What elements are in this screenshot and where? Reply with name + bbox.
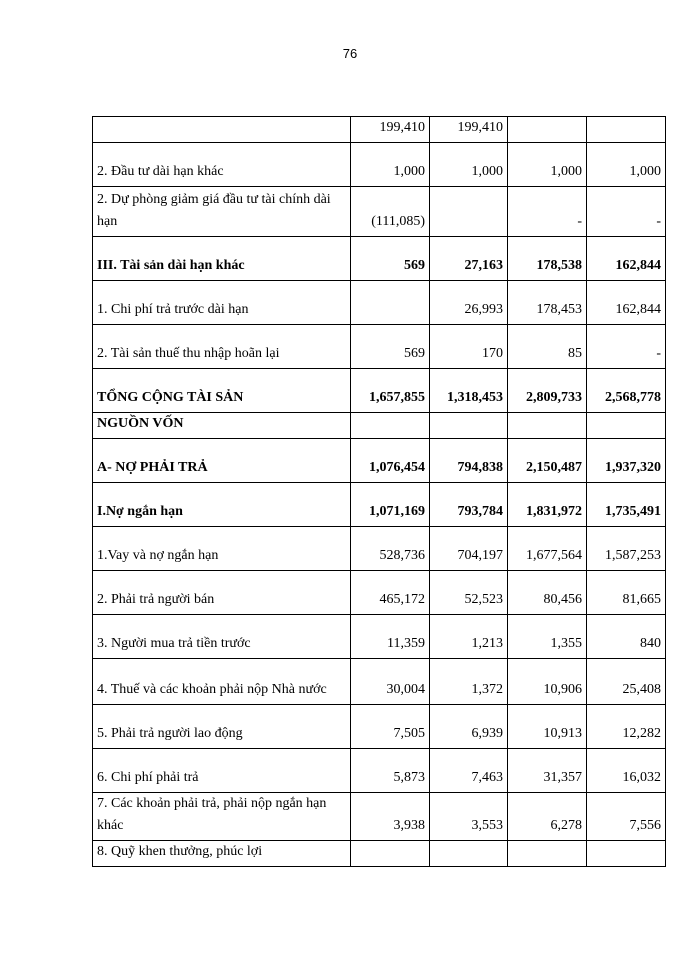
row-label: 4. Thuế và các khoản phải nộp Nhà nước bbox=[93, 659, 351, 705]
cell-value: 52,523 bbox=[430, 571, 508, 615]
cell-value: 162,844 bbox=[587, 237, 666, 281]
cell-value: 528,736 bbox=[351, 527, 430, 571]
row-label: A- NỢ PHẢI TRẢ bbox=[93, 439, 351, 483]
cell-value: 11,359 bbox=[351, 615, 430, 659]
cell-value: 1,213 bbox=[430, 615, 508, 659]
cell-value: 5,873 bbox=[351, 749, 430, 793]
row-label: 1.Vay và nợ ngắn hạn bbox=[93, 527, 351, 571]
cell-value: 794,838 bbox=[430, 439, 508, 483]
cell-value: 31,357 bbox=[508, 749, 587, 793]
cell-value: 1,937,320 bbox=[587, 439, 666, 483]
cell-value: 6,278 bbox=[508, 793, 587, 841]
cell-value: 12,282 bbox=[587, 705, 666, 749]
row-label: TỔNG CỘNG TÀI SẢN bbox=[93, 369, 351, 413]
cell-value: 3,553 bbox=[430, 793, 508, 841]
cell-value: 569 bbox=[351, 325, 430, 369]
cell-value: 2,150,487 bbox=[508, 439, 587, 483]
table-row bbox=[93, 841, 666, 867]
cell-value: - bbox=[587, 187, 666, 237]
row-label: 8. Quỹ khen thưởng, phúc lợi bbox=[93, 841, 351, 867]
cell-value: 81,665 bbox=[587, 571, 666, 615]
cell-value bbox=[508, 841, 587, 867]
table-row bbox=[93, 749, 666, 793]
cell-value: - bbox=[587, 325, 666, 369]
cell-value: 1,318,453 bbox=[430, 369, 508, 413]
cell-value: 1,076,454 bbox=[351, 439, 430, 483]
cell-value: 199,410 bbox=[351, 117, 430, 143]
cell-value: 1,355 bbox=[508, 615, 587, 659]
table-row bbox=[93, 369, 666, 413]
cell-value bbox=[351, 841, 430, 867]
cell-value: 1,000 bbox=[430, 143, 508, 187]
cell-value: 170 bbox=[430, 325, 508, 369]
row-label: I.Nợ ngắn hạn bbox=[93, 483, 351, 527]
table-row bbox=[93, 413, 666, 439]
cell-value: 178,453 bbox=[508, 281, 587, 325]
table-row bbox=[93, 143, 666, 187]
row-label: 6. Chi phí phải trả bbox=[93, 749, 351, 793]
cell-value bbox=[430, 413, 508, 439]
cell-value: 1,000 bbox=[508, 143, 587, 187]
row-label: 2. Đầu tư dài hạn khác bbox=[93, 143, 351, 187]
cell-value: 10,913 bbox=[508, 705, 587, 749]
row-label: 2. Phải trả người bán bbox=[93, 571, 351, 615]
cell-value: 162,844 bbox=[587, 281, 666, 325]
row-label bbox=[93, 117, 351, 143]
cell-value: - bbox=[508, 187, 587, 237]
table-row bbox=[93, 571, 666, 615]
cell-value: 25,408 bbox=[587, 659, 666, 705]
cell-value: 10,906 bbox=[508, 659, 587, 705]
table-row bbox=[93, 237, 666, 281]
balance-sheet-table bbox=[92, 116, 666, 867]
row-label: 3. Người mua trả tiền trước bbox=[93, 615, 351, 659]
cell-value: 1,677,564 bbox=[508, 527, 587, 571]
cell-value: 1,587,253 bbox=[587, 527, 666, 571]
cell-value: 30,004 bbox=[351, 659, 430, 705]
row-label: 2. Tài sản thuế thu nhập hoãn lại bbox=[93, 325, 351, 369]
cell-value bbox=[587, 413, 666, 439]
cell-value: 1,735,491 bbox=[587, 483, 666, 527]
cell-value: 27,163 bbox=[430, 237, 508, 281]
cell-value: 1,831,972 bbox=[508, 483, 587, 527]
cell-value: 465,172 bbox=[351, 571, 430, 615]
cell-value: 85 bbox=[508, 325, 587, 369]
cell-value: 2,809,733 bbox=[508, 369, 587, 413]
table-row bbox=[93, 483, 666, 527]
cell-value bbox=[351, 413, 430, 439]
table-row bbox=[93, 281, 666, 325]
cell-value: 1,000 bbox=[351, 143, 430, 187]
cell-value: 3,938 bbox=[351, 793, 430, 841]
cell-value: 199,410 bbox=[430, 117, 508, 143]
cell-value: 16,032 bbox=[587, 749, 666, 793]
cell-value: 7,463 bbox=[430, 749, 508, 793]
cell-value: 7,556 bbox=[587, 793, 666, 841]
row-label: III. Tài sản dài hạn khác bbox=[93, 237, 351, 281]
table-row bbox=[93, 659, 666, 705]
table-row bbox=[93, 117, 666, 143]
cell-value: 704,197 bbox=[430, 527, 508, 571]
cell-value bbox=[430, 187, 508, 237]
table-row bbox=[93, 439, 666, 483]
row-label: NGUỒN VỐN bbox=[93, 413, 351, 439]
page-number: 76 bbox=[342, 46, 358, 61]
cell-value: 2,568,778 bbox=[587, 369, 666, 413]
cell-value: 80,456 bbox=[508, 571, 587, 615]
cell-value bbox=[587, 841, 666, 867]
cell-value bbox=[430, 841, 508, 867]
table-row bbox=[93, 615, 666, 659]
cell-value bbox=[508, 117, 587, 143]
cell-value: 7,505 bbox=[351, 705, 430, 749]
row-label: 1. Chi phí trả trước dài hạn bbox=[93, 281, 351, 325]
cell-value: 1,071,169 bbox=[351, 483, 430, 527]
cell-value: 1,000 bbox=[587, 143, 666, 187]
cell-value: 840 bbox=[587, 615, 666, 659]
cell-value: 178,538 bbox=[508, 237, 587, 281]
cell-value: 1,657,855 bbox=[351, 369, 430, 413]
cell-value: 26,993 bbox=[430, 281, 508, 325]
table-row bbox=[93, 793, 666, 841]
row-label: 2. Dự phòng giảm giá đầu tư tài chính dài hạn bbox=[93, 187, 351, 237]
cell-value: 6,939 bbox=[430, 705, 508, 749]
row-label: 7. Các khoản phải trả, phải nộp ngắn hạn khác bbox=[93, 793, 351, 841]
cell-value: 569 bbox=[351, 237, 430, 281]
cell-value bbox=[508, 413, 587, 439]
table-row bbox=[93, 187, 666, 237]
table-row bbox=[93, 527, 666, 571]
row-label: 5. Phải trả người lao động bbox=[93, 705, 351, 749]
table-row bbox=[93, 325, 666, 369]
cell-value: 1,372 bbox=[430, 659, 508, 705]
table-row bbox=[93, 705, 666, 749]
cell-value bbox=[587, 117, 666, 143]
cell-value: 793,784 bbox=[430, 483, 508, 527]
cell-value: (111,085) bbox=[351, 187, 430, 237]
cell-value bbox=[351, 281, 430, 325]
